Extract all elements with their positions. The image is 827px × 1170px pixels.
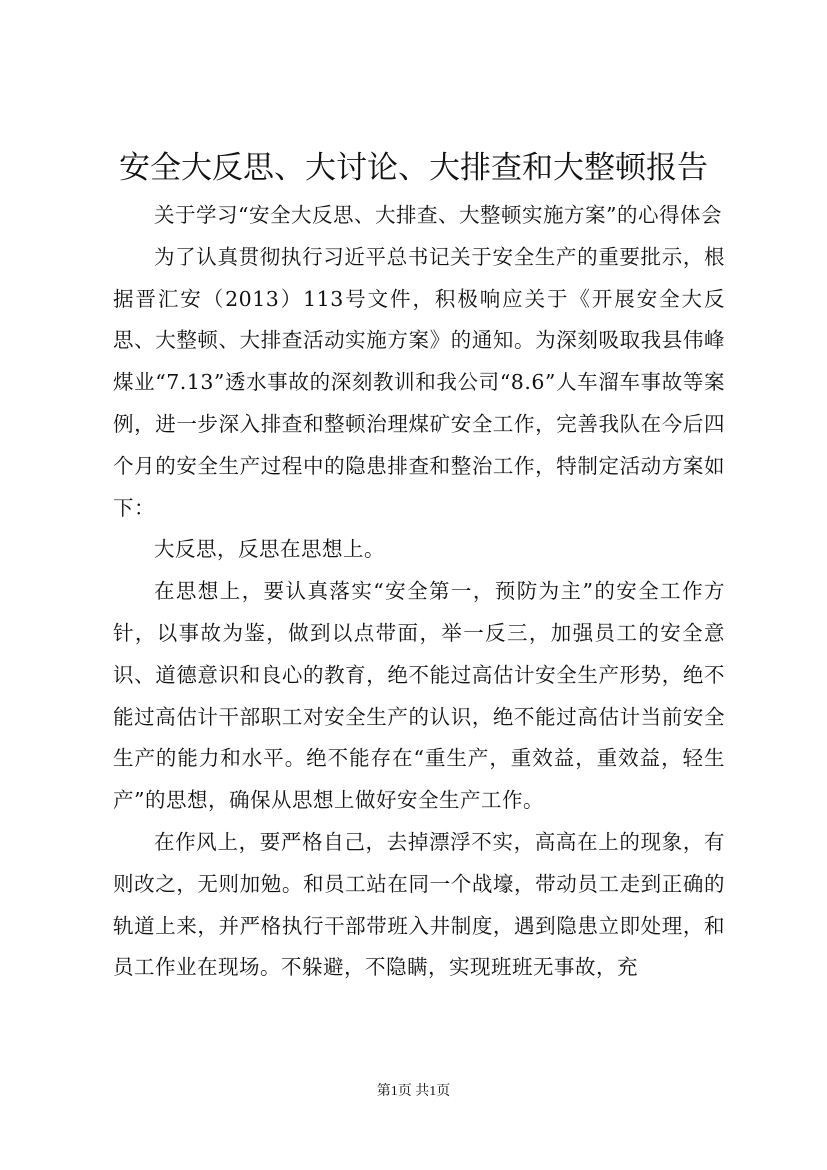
paragraph-heading-reflection: 大反思，反思在思想上。 xyxy=(154,537,385,562)
page-footer: 第1页 共1页 xyxy=(376,1084,451,1099)
document-body xyxy=(113,195,725,989)
paragraph-intro: 为了认真贯彻执行习近平总书记关于安全生产的重要批示，根据晋汇安（2013）113号文件，积极响应关于《开展安全大反思、大整顿、大排查活动实施方案》的通知。为深刻吸取我县伟峰煤业“7.13”透水事故的深刻教训和我公司“8.6”人车溜车事故等案例，进一步深入排查和整顿治理煤矿安全工作，完善我队在今后四个月的安全生产过程中的隐患排查和整治工作，特制定活动方案如下： xyxy=(113,244,725,520)
paragraph-style: 在作风上，要严格自己，去掉漂浮不实，高高在上的现象，有则改之，无则加勉。和员工站在同一个战壕，带动员工走到正确的轨道上来，并严格执行干部带班入井制度，遇到隐患立即处理，和员工作业在现场。不躲避，不隐瞒，实现班班无事故，充 xyxy=(113,829,725,980)
document-title: 安全大反思、大讨论、大排查和大整顿报告 xyxy=(119,150,708,186)
paragraph-thought: 在思想上，要认真落实“安全第一，预防为主”的安全工作方针，以事故为鉴，做到以点带面，举一反三，加强员工的安全意识、道德意识和良心的教育，绝不能过高估计安全生产形势，绝不能过高估计干部职工对安全生产的认识，绝不能过高估计当前安全生产的能力和水平。绝不能存在“重生产，重效益，重效益，轻生产”的思想，确保从思想上做好安全生产工作。 xyxy=(113,579,725,813)
paragraph-subtitle: 关于学习“安全大反思、大排查、大整顿实施方案”的心得体会 xyxy=(154,203,722,227)
